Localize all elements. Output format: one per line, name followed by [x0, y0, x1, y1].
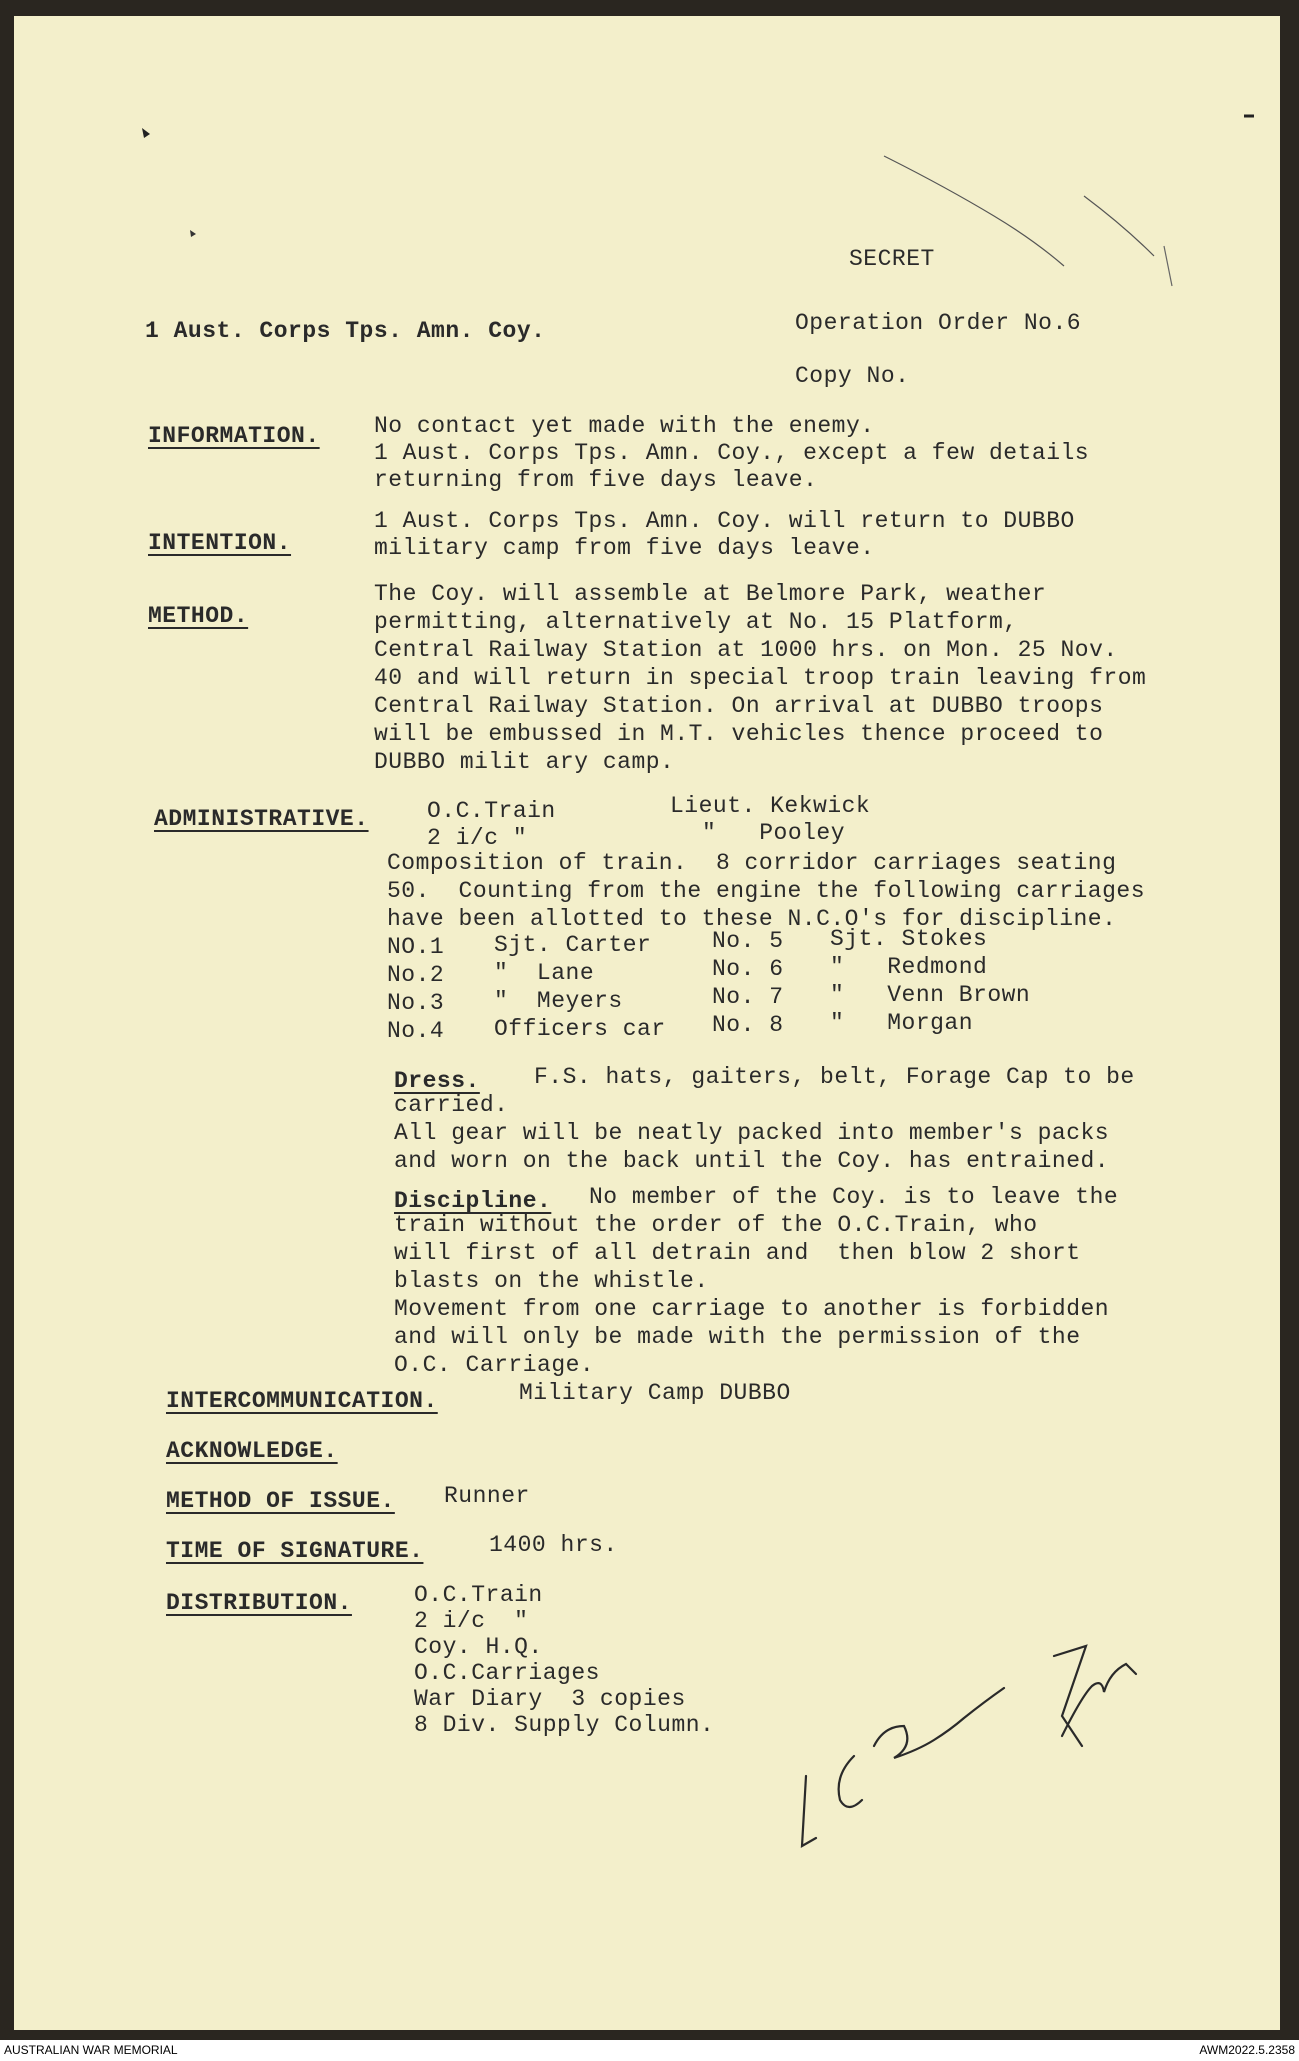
carriage-number: No. 6 — [712, 956, 784, 982]
pen-marks — [14, 16, 1280, 2030]
carriage-number: No.4 — [387, 1018, 445, 1044]
discipline-line: train without the order of the O.C.Train, who — [394, 1212, 1038, 1238]
method-line: permitting, alternatively at No. 15 Platform, — [374, 609, 1018, 635]
discipline-line: O.C. Carriage. — [394, 1352, 595, 1378]
discipline-line: No member of the Coy. is to leave the — [589, 1184, 1119, 1210]
distribution-item: 2 i/c " — [414, 1608, 529, 1634]
carriage-number: No.2 — [387, 962, 445, 988]
discipline-line: will first of all detrain and then blow 2 short — [394, 1240, 1081, 1266]
pencil-line — [1164, 246, 1172, 286]
information-line: returning from five days leave. — [374, 467, 818, 493]
ink-speck — [190, 230, 196, 237]
carriage-nco: " Redmond — [830, 954, 988, 980]
carriage-number: NO.1 — [387, 934, 445, 960]
distribution-item: Coy. H.Q. — [414, 1634, 543, 1660]
carriage-nco: Sjt. Stokes — [830, 926, 988, 952]
information-line: No contact yet made with the enemy. — [374, 413, 875, 439]
intention-line: military camp from five days leave. — [374, 535, 875, 561]
acknowledge-heading: ACKNOWLEDGE. — [166, 1438, 338, 1464]
time-of-signature-value: 1400 hrs. — [489, 1532, 618, 1558]
dress-line: F.S. hats, gaiters, belt, Forage Cap to be — [534, 1064, 1135, 1090]
pencil-line — [884, 156, 1064, 266]
secret-marking: SECRET — [849, 246, 935, 272]
discipline-line: Movement from one carriage to another is forbidden — [394, 1296, 1110, 1322]
dress-line: All gear will be neatly packed into member's packs — [394, 1120, 1110, 1146]
carriage-nco: Officers car — [494, 1016, 666, 1042]
dress-heading: Dress. — [394, 1068, 480, 1094]
carriage-nco: " Meyers — [494, 988, 623, 1014]
composition-line: have been allotted to these N.C.O's for discipline. — [387, 906, 1117, 932]
dress-line: and worn on the back until the Coy. has entrained. — [394, 1148, 1110, 1174]
footer-source: AUSTRALIAN WAR MEMORIAL — [4, 2043, 178, 2057]
discipline-heading: Discipline. — [394, 1188, 552, 1214]
intercommunication-heading: INTERCOMMUNICATION. — [166, 1388, 438, 1414]
composition-line: Composition of train. 8 corridor carriages seating — [387, 850, 1117, 876]
method-line: DUBBO milit ary camp. — [374, 749, 675, 775]
distribution-item: 8 Div. Supply Column. — [414, 1712, 715, 1738]
method-of-issue-value: Runner — [444, 1483, 530, 1509]
method-line: 40 and will return in special troop train leaving from — [374, 665, 1147, 691]
distribution-item: War Diary 3 copies — [414, 1686, 686, 1712]
order-title: Operation Order No.6 — [795, 310, 1082, 336]
second-ic-label: 2 i/c " — [427, 825, 528, 851]
carriage-nco: " Morgan — [830, 1010, 974, 1036]
oc-train-name: Lieut. Kekwick — [670, 793, 871, 819]
carriage-nco: " Venn Brown — [830, 982, 1031, 1008]
carriage-number: No. 7 — [712, 984, 784, 1010]
intention-line: 1 Aust. Corps Tps. Amn. Coy. will return to DUBBO — [374, 508, 1075, 534]
copy-number: Copy No. — [795, 363, 910, 389]
discipline-line: and will only be made with the permission of the — [394, 1324, 1081, 1350]
time-of-signature-heading: TIME OF SIGNATURE. — [166, 1538, 424, 1564]
signature — [802, 1646, 1136, 1846]
distribution-heading: DISTRIBUTION. — [166, 1590, 352, 1616]
second-ic-name: " Pooley — [702, 820, 846, 846]
footer-bar — [0, 2040, 1299, 2061]
pencil-line — [1084, 196, 1154, 256]
information-line: 1 Aust. Corps Tps. Amn. Coy., except a few details — [374, 440, 1090, 466]
intercommunication-value: Military Camp DUBBO — [519, 1380, 791, 1406]
ink-speck — [142, 128, 150, 138]
method-line: Central Railway Station at 1000 hrs. on Mon. 25 Nov. — [374, 637, 1118, 663]
dress-line: carried. — [394, 1092, 509, 1118]
carriage-number: No. 8 — [712, 1012, 784, 1038]
composition-line: 50. Counting from the engine the following carriages — [387, 878, 1146, 904]
method-line: The Coy. will assemble at Belmore Park, weather — [374, 581, 1047, 607]
carriage-nco: " Lane — [494, 960, 595, 986]
oc-train-label: O.C.Train — [427, 798, 556, 824]
method-line: will be embussed in M.T. vehicles thence proceed to — [374, 721, 1104, 747]
distribution-item: O.C.Carriages — [414, 1660, 600, 1686]
document-page — [14, 16, 1280, 2030]
footer-reference: AWM2022.5.2358 — [1199, 2043, 1295, 2057]
intention-heading: INTENTION. — [148, 530, 292, 556]
information-heading: INFORMATION. — [148, 423, 320, 449]
administrative-heading: ADMINISTRATIVE. — [154, 806, 369, 832]
carriage-number: No.3 — [387, 990, 445, 1016]
method-line: Central Railway Station. On arrival at DUBBO troops — [374, 693, 1104, 719]
carriage-number: No. 5 — [712, 928, 784, 954]
method-of-issue-heading: METHOD OF ISSUE. — [166, 1488, 395, 1514]
unit-name: 1 Aust. Corps Tps. Amn. Coy. — [145, 318, 546, 344]
method-heading: METHOD. — [148, 603, 249, 629]
discipline-line: blasts on the whistle. — [394, 1268, 709, 1294]
distribution-item: O.C.Train — [414, 1582, 543, 1608]
carriage-nco: Sjt. Carter — [494, 932, 652, 958]
